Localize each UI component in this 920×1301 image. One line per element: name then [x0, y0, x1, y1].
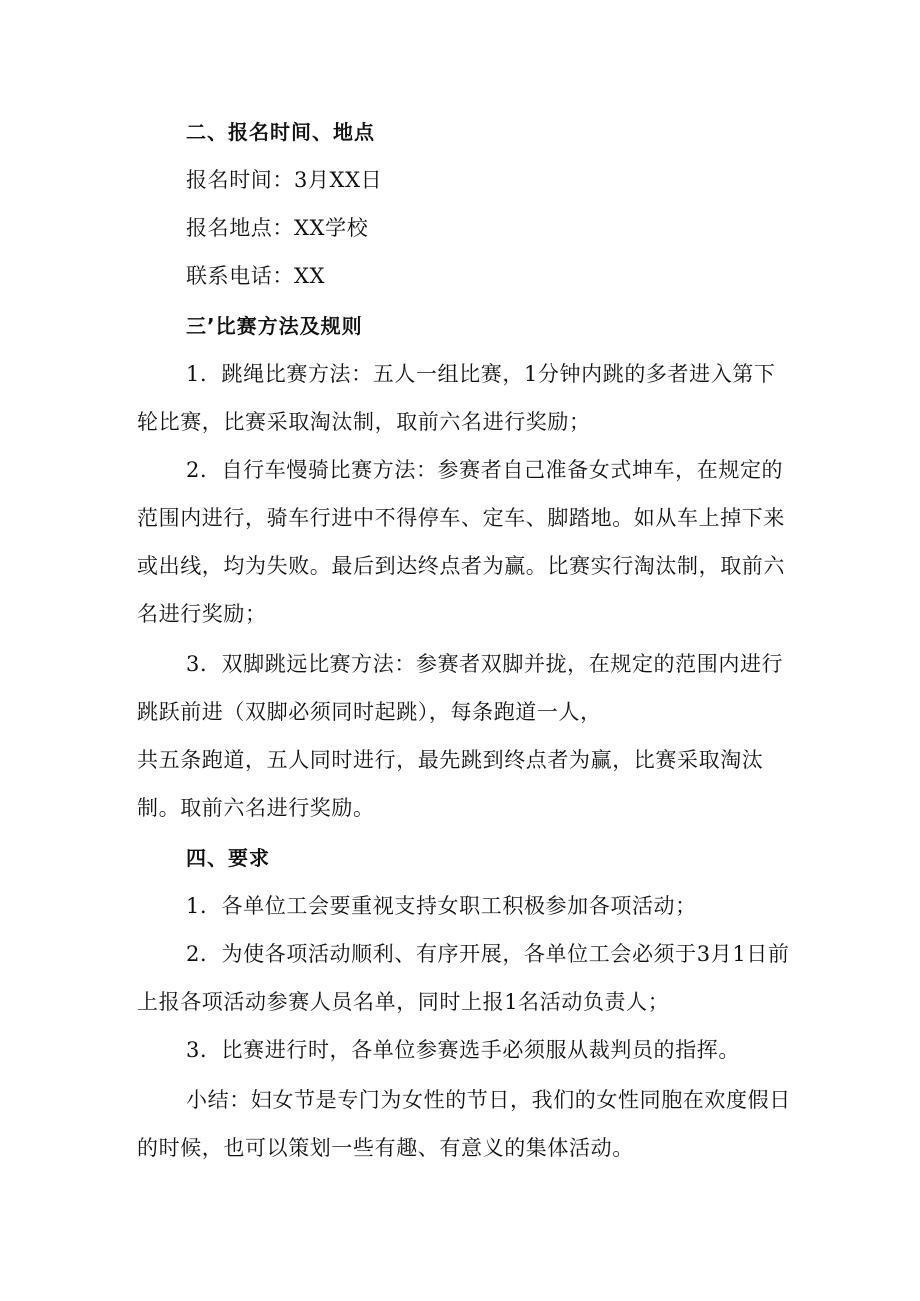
contact-phone: 联系电话：XX [186, 264, 326, 288]
summary-line-2: 的时候，也可以策划一些有趣、有意义的集体活动。 [137, 1136, 634, 1160]
rule-2-line-2: 范围内进行，骑车行进中不得停车、定车、脚踏地。如从车上掉下来 [137, 506, 785, 530]
rule-1-line-2: 轮比赛，比赛采取淘汰制，取前六名进行奖励； [137, 410, 591, 434]
requirement-1: 1．各单位工会要重视支持女职工积极参加各项活动； [186, 894, 697, 918]
rule-3-line-2: 跳跃前进（双脚必须同时起跳），每条跑道一人， [137, 700, 602, 724]
requirement-2-line-2: 上报各项活动参赛人员名单，同时上报1名活动负责人； [137, 990, 670, 1014]
rule-3-line-4: 制。取前六名进行奖励。 [137, 796, 375, 820]
registration-place: 报名地点：XX学校 [186, 216, 369, 240]
summary-line-1: 小结：妇女节是专门为女性的节日，我们的女性同胞在欢度假日 [186, 1088, 791, 1112]
rule-1-line-1: 1．跳绳比赛方法：五人一组比赛，1分钟内跳的多者进入第下 [186, 362, 776, 386]
rule-2-line-1: 2．自行车慢骑比赛方法：参赛者自己准备女式坤车，在规定的 [186, 458, 784, 482]
rule-2-line-3: 或出线，均为失败。最后到达终点者为赢。比赛实行淘汰制，取前六 [137, 554, 785, 578]
rule-3-line-3: 共五条跑道，五人同时进行，最先跳到终点者为赢，比赛采取淘汰 [137, 748, 764, 772]
requirement-3: 3．比赛进行时，各单位参赛选手必须服从裁判员的指挥。 [186, 1038, 740, 1062]
requirement-2-line-1: 2．为使各项活动顺利、有序开展，各单位工会必须于3月1日前 [186, 942, 790, 966]
registration-time: 报名时间：3月XX日 [186, 168, 383, 192]
section-heading-rules: 三’比赛方法及规则 [186, 314, 363, 338]
section-heading-registration: 二、报名时间、地点 [186, 120, 375, 144]
rule-2-line-4: 名进行奖励； [137, 602, 267, 626]
rule-3-line-1: 3．双脚跳远比赛方法：参赛者双脚并拢，在规定的范围内进行 [186, 652, 784, 676]
section-heading-requirements: 四、要求 [186, 846, 270, 870]
